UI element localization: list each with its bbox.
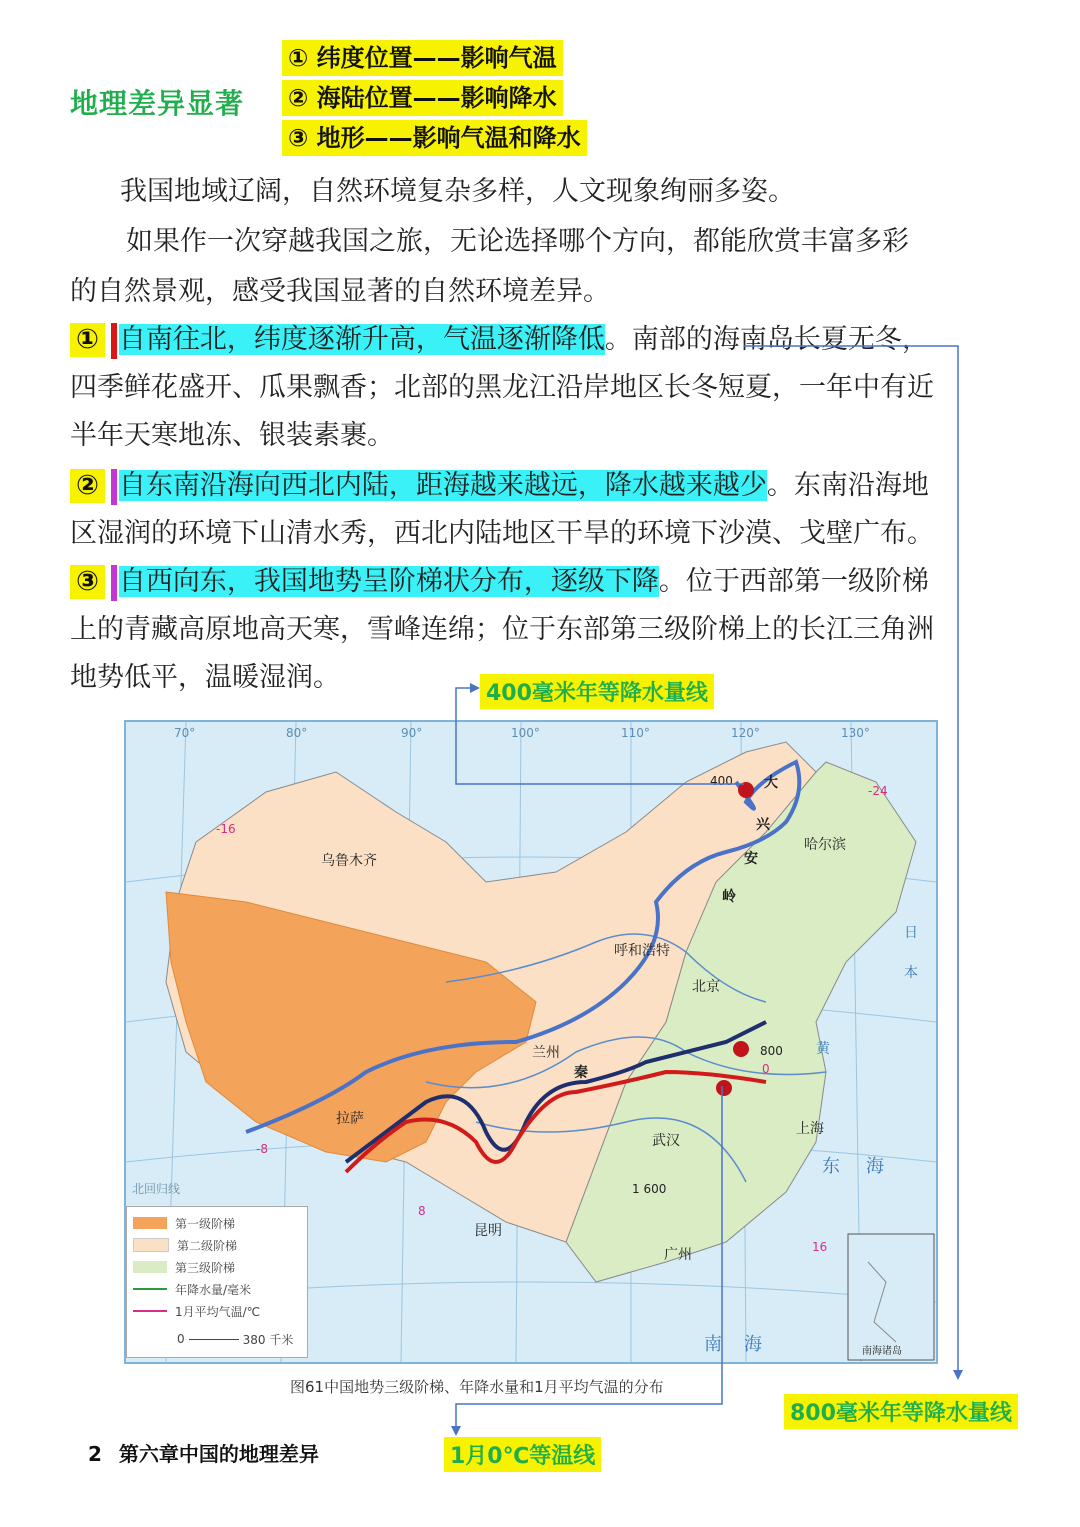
iso-value-minus8: -8: [256, 1142, 268, 1156]
point-2-highlight: 自东南沿海向西北内陆，距海越来越远，降水越来越少: [118, 470, 767, 501]
point-1-line-2: 四季鲜花盛开、瓜果飘香；北部的黑龙江沿岸地区长冬短夏，一年中有近: [70, 372, 934, 403]
point-3-line-2: 上的青藏高原地高天寒，雪峰连绵；位于东部第三级阶梯上的长江三角洲: [70, 614, 934, 645]
lon-70: 70°: [174, 726, 196, 740]
point-2-badge: ②: [70, 469, 105, 503]
iso-value-minus16: -16: [216, 822, 236, 836]
iso-value-minus24: -24: [868, 784, 888, 798]
page-footer: [88, 1438, 319, 1467]
label-daxinganling-3: 安: [744, 851, 758, 867]
lon-90: 90°: [401, 726, 423, 740]
page-number: 2: [88, 1442, 102, 1466]
point-1-line-3: 半年天寒地冻、银装素裹。: [70, 420, 394, 451]
legend-label-stage-3: 第三级阶梯: [175, 1260, 236, 1275]
city-urumqi: 乌鲁木齐: [321, 853, 377, 869]
label-daxinganling-4: 岭: [722, 889, 736, 905]
city-harbin: 哈尔滨: [804, 837, 846, 853]
lon-80: 80°: [286, 726, 308, 740]
label-japan-1: 日: [904, 925, 918, 941]
legend-label-temp: 1月平均气温/℃: [175, 1304, 261, 1319]
connector-400: [456, 688, 744, 784]
point-3-rest: 。位于西部第一级阶梯: [658, 566, 929, 597]
point-3-line-3: 地势低平，温暖湿润。: [70, 662, 340, 693]
lon-130: 130°: [841, 726, 870, 740]
label-east-sea-1: 东: [822, 1156, 840, 1177]
iso-value-800: 800: [760, 1044, 783, 1058]
iso-value-1600: 1 600: [632, 1182, 667, 1196]
callout-0c-isotherm: 1月0℃等温线: [444, 1437, 601, 1472]
callout-800mm-isohyet: 800毫米年等降水量线: [784, 1394, 1018, 1429]
label-east-sea-2: 海: [866, 1156, 884, 1177]
arrow-800: [953, 1370, 963, 1380]
city-hohhot: 呼和浩特: [614, 943, 670, 959]
lon-100: 100°: [511, 726, 540, 740]
lon-110: 110°: [621, 726, 650, 740]
chapter-title: 第六章中国的地理差异: [118, 1442, 319, 1466]
point-2-line-2: 区湿润的环境下山清水秀，西北内陆地区干旱的环境下沙漠、戈壁广布。: [70, 518, 934, 549]
iso-value-400: 400: [710, 774, 733, 788]
iso-value-0: 0: [762, 1062, 770, 1076]
intro-line-2: 如果作一次穿越我国之旅，无论选择哪个方向，都能欣赏丰富多彩: [126, 226, 909, 257]
point-3-badge: ③: [70, 565, 105, 599]
iso-value-8: 8: [418, 1204, 426, 1218]
iso-value-16: 16: [812, 1240, 828, 1254]
city-lanzhou: 兰州: [532, 1045, 560, 1061]
factor-terrain: ③ 地形——影响气温和降水: [282, 120, 587, 156]
label-qinling: 秦: [574, 1065, 588, 1081]
intro-line-3: 的自然景观，感受我国显著的自然环境差异。: [70, 276, 610, 307]
label-inset: 南海诸岛: [862, 1346, 902, 1357]
label-tropic: 北回归线: [132, 1182, 181, 1196]
label-south-sea-1: 南: [704, 1334, 722, 1355]
legend-label-stage-1: 第一级阶梯: [175, 1216, 236, 1231]
point-1-badge: ①: [70, 323, 105, 357]
city-shanghai: 上海: [796, 1121, 824, 1137]
scale-distance: 380 千米: [242, 1332, 294, 1347]
city-wuhan: 武汉: [652, 1133, 680, 1149]
city-guangzhou: 广州: [664, 1247, 692, 1263]
callout-400mm-isohyet: 400毫米年等降水量线: [480, 674, 714, 709]
legend-label-precip: 年降水量/毫米: [175, 1282, 252, 1297]
point-2-rest: 。东南沿海地: [766, 470, 929, 501]
arrow-0c: [451, 1426, 461, 1436]
city-kunming: 昆明: [474, 1223, 502, 1239]
point-3-highlight: 自西向东，我国地势呈阶梯状分布，逐级下降: [118, 566, 659, 597]
factor-latitude: ① 纬度位置——影响气温: [282, 40, 563, 76]
city-beijing: 北京: [692, 979, 720, 995]
intro-line-1: 我国地域辽阔，自然环境复杂多样，人文现象绚丽多姿。: [120, 176, 795, 207]
scale-zero: 0: [177, 1332, 185, 1346]
connector-800: [744, 346, 958, 1376]
label-yellow-sea: 黄: [816, 1041, 830, 1057]
lon-120: 120°: [731, 726, 760, 740]
point-1-rest: 。南部的海南岛长夏无冬，: [604, 324, 929, 355]
point-1-highlight: 自南往北，纬度逐渐升高，气温逐渐降低: [118, 324, 605, 355]
label-japan-2: 本: [904, 965, 918, 981]
legend-label-stage-2: 第二级阶梯: [177, 1238, 238, 1253]
factor-sea-land: ② 海陆位置——影响降水: [282, 80, 563, 116]
city-lhasa: 拉萨: [336, 1111, 364, 1127]
map-caption: 图61中国地势三级阶梯、年降水量和1月平均气温的分布: [290, 1378, 664, 1396]
label-daxinganling-2: 兴: [756, 817, 770, 833]
arrow-400: [470, 683, 480, 693]
section-title: 地理差异显著: [70, 87, 245, 120]
label-daxinganling-1: 大: [764, 775, 778, 791]
label-south-sea-2: 海: [744, 1334, 762, 1355]
